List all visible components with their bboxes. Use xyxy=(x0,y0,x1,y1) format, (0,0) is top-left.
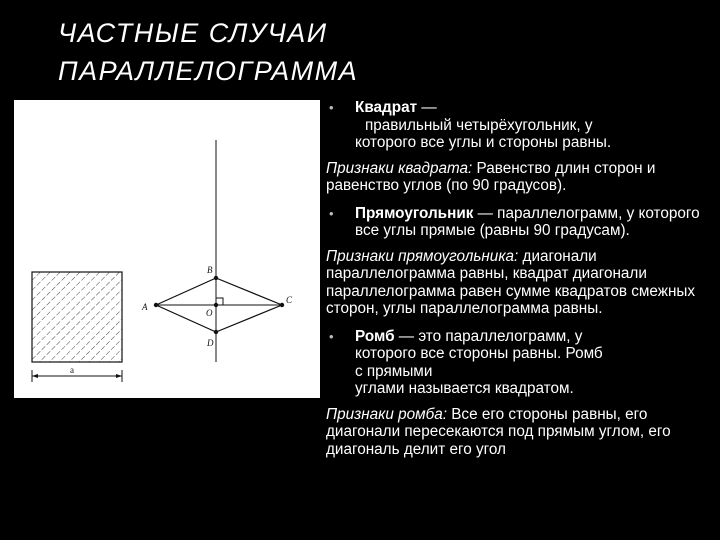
slide-title xyxy=(58,14,358,90)
slide-title-line-2: ПАРАЛЛЕЛОГРАММА xyxy=(58,56,359,86)
vertex-b-dot xyxy=(214,276,218,280)
rectangle-signs-paragraph xyxy=(326,248,714,318)
rhombus-signs-paragraph xyxy=(326,406,714,459)
vertex-c-dot xyxy=(280,303,284,307)
square-term: Квадрат xyxy=(355,99,418,116)
rhombus-signs-text: Все его стороны равны, его диагонали пересекаются под прямым углом, его диагональ делит его угол xyxy=(326,405,671,458)
vertex-label-d: D xyxy=(207,338,214,348)
slide-content xyxy=(326,99,714,458)
dimension-arrow-left xyxy=(32,374,38,378)
bullet-marker: • xyxy=(329,328,334,344)
hatched-square xyxy=(32,272,122,362)
vertex-label-a: A xyxy=(142,302,148,312)
dimension-arrow-right xyxy=(116,374,122,378)
rectangle-signs-label: Признаки прямоугольника: xyxy=(326,247,519,265)
rhombus-bullet-item xyxy=(326,328,714,398)
rhombus-signs-label: Признаки ромба: xyxy=(326,405,447,423)
bullet-marker: • xyxy=(329,100,334,115)
rhombus-definition-line-2: которого все стороны равны. Ромб xyxy=(355,345,603,362)
rhombus-term: Ромб xyxy=(355,327,395,345)
square-bullet-item xyxy=(326,99,714,152)
center-o-dot xyxy=(214,303,218,307)
vertex-label-b: B xyxy=(207,265,213,275)
rhombus-definition-line-1: — это параллелограмм, у xyxy=(394,327,583,345)
vertex-label-c: C xyxy=(286,295,293,305)
slide-title-line-1: ЧАСТНЫЕ СЛУЧАИ xyxy=(58,18,328,48)
center-label-o: O xyxy=(206,308,213,318)
geometry-diagram xyxy=(14,100,320,398)
geometry-figure xyxy=(14,100,320,398)
rhombus-definition-line-3: с прямыми xyxy=(355,362,433,380)
square-dash: — xyxy=(417,99,437,116)
square-definition-line-3: которого все углы и стороны равны. xyxy=(355,134,612,151)
rhombus-definition-line-4: углами называется квадратом. xyxy=(355,380,574,397)
square-signs-label: Признаки квадрата: xyxy=(326,159,473,177)
rectangle-definition: — параллелограмм, у которого все углы прямые (равны 90 градусам). xyxy=(355,204,700,239)
vertex-a-dot xyxy=(154,303,158,307)
rectangle-term: Прямоугольник xyxy=(355,204,474,222)
square-signs-text: Равенство длин сторон и равенство углов (по 90 градусов). xyxy=(326,159,656,194)
side-label-a: а xyxy=(70,365,74,375)
square-definition-line-2: правильный четырёхугольник, у xyxy=(365,116,593,134)
bullet-marker: • xyxy=(329,205,334,221)
rectangle-bullet-item xyxy=(326,205,714,240)
vertex-d-dot xyxy=(214,330,218,334)
rectangle-signs-text: диагонали параллелограмма равны, квадрат диагонали параллелограмма равен сумме квадратов смежных сторон, углы параллелограмма равны. xyxy=(326,247,696,317)
square-signs-paragraph xyxy=(326,160,714,195)
